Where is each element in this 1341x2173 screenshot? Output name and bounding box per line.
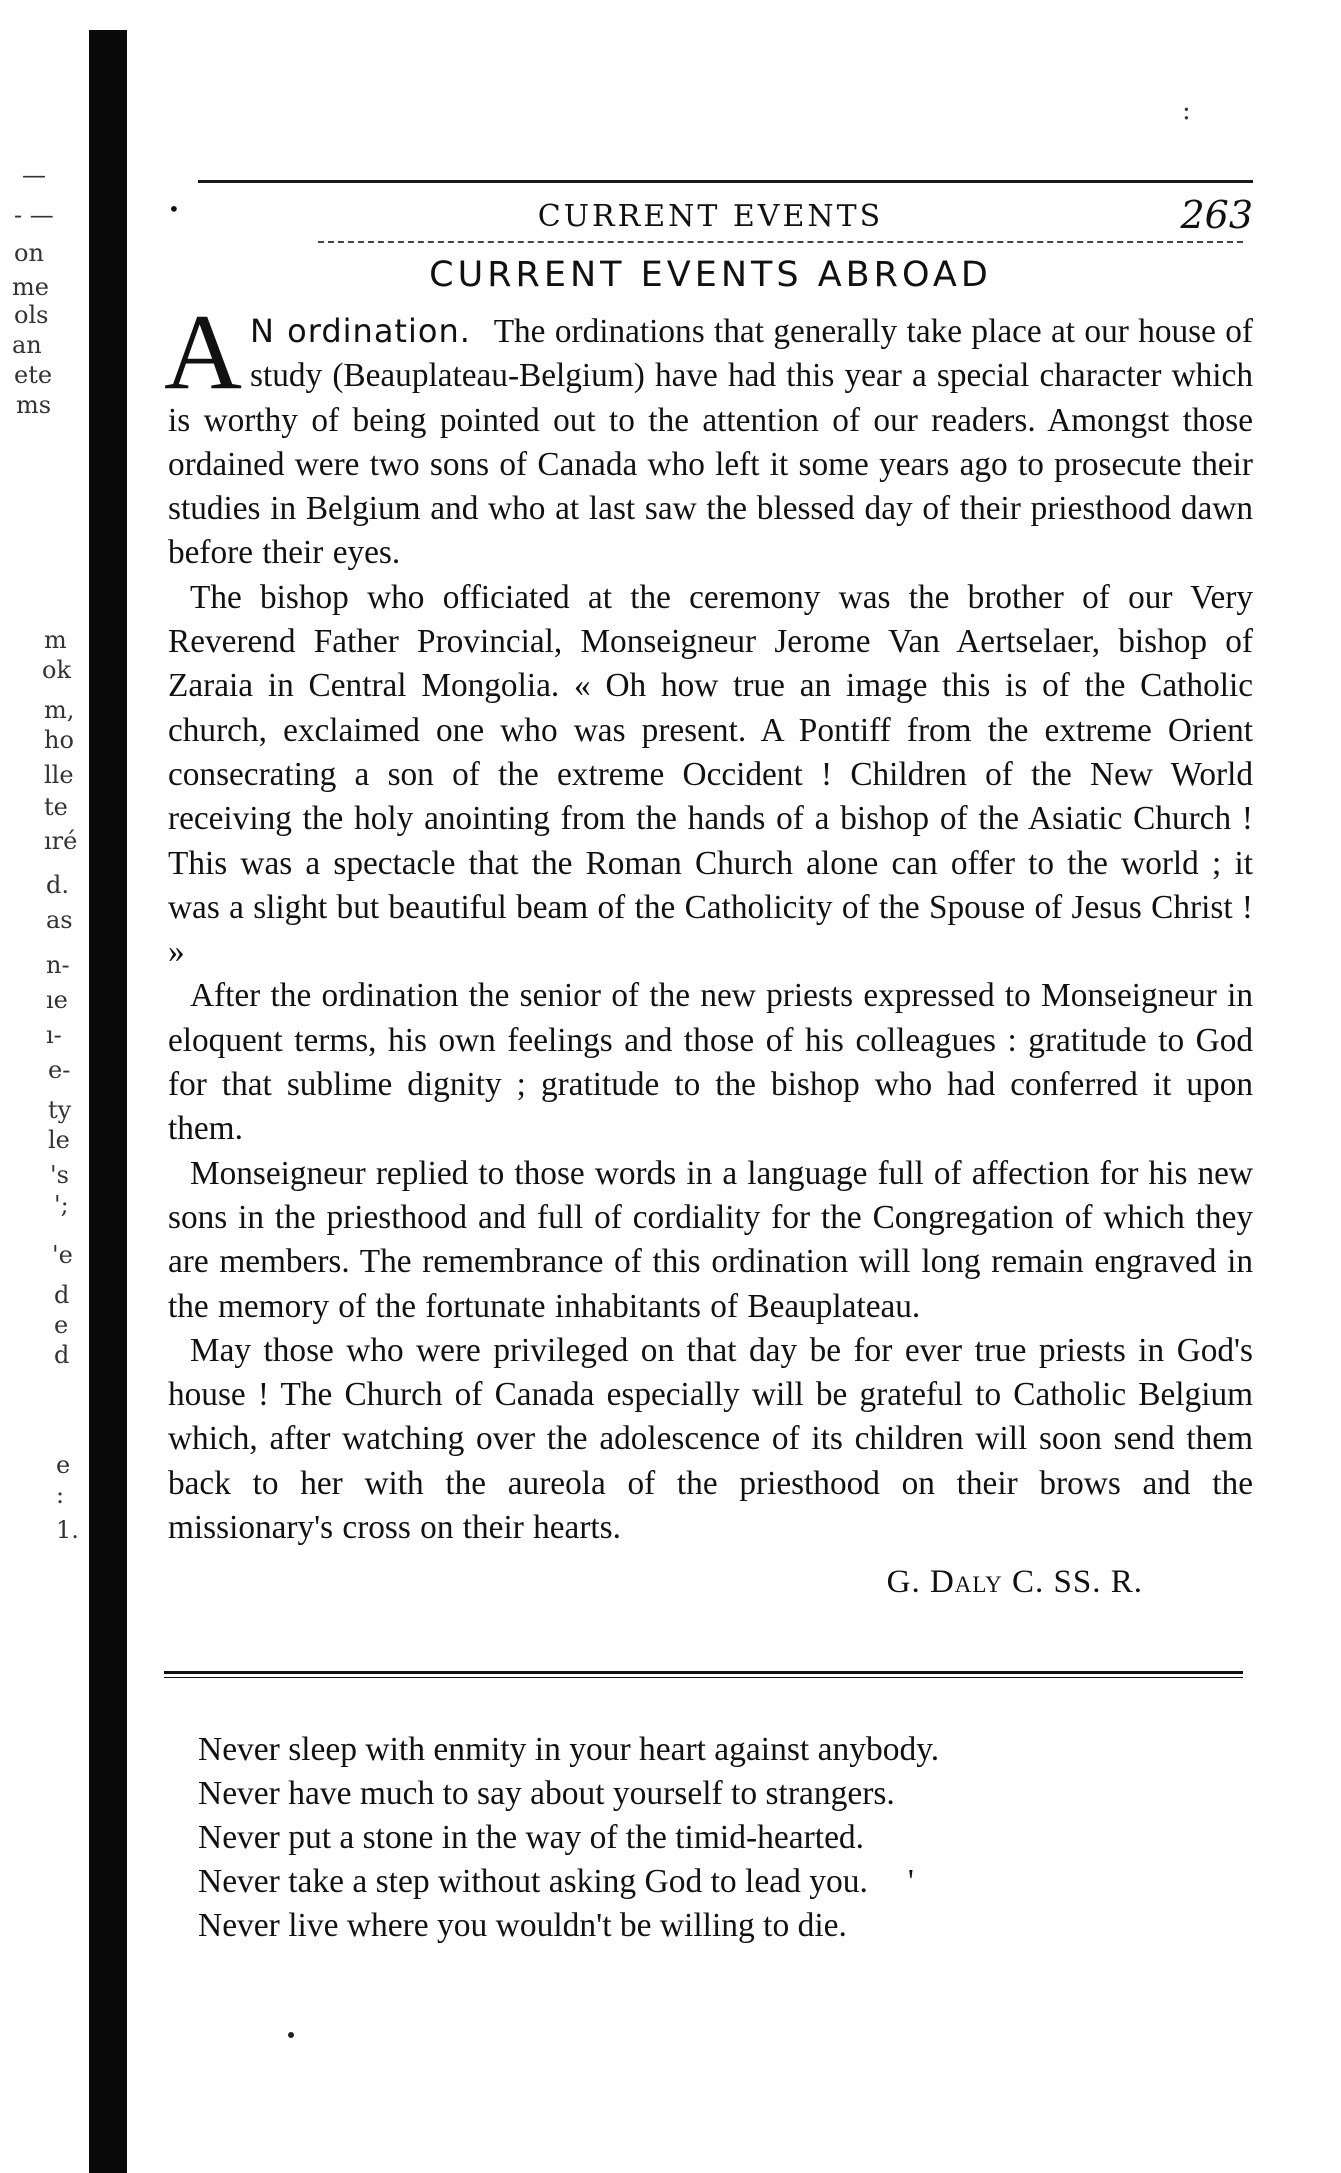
- maxim-line: [198, 1860, 1253, 1904]
- page-number: 263: [1180, 193, 1253, 237]
- margin-fragment: an: [12, 331, 42, 359]
- binding-shadow: [89, 30, 127, 2173]
- page-content: [164, 180, 1253, 1948]
- maxims-list: [198, 1728, 1253, 1948]
- margin-fragment: 's: [50, 1161, 69, 1189]
- margin-fragment: e-: [48, 1056, 71, 1084]
- margin-fragment: ';: [54, 1191, 69, 1219]
- paragraph: Monseigneur replied to those words in a language full of affection for his new sons in the priesthood and full of cordiality for the Congregation of which they are members. The remembrance of this ordination will long remain engraved in the memory of the fortunate inhabitants of Beauplateau.: [168, 1154, 1253, 1325]
- margin-fragment: me: [12, 273, 49, 301]
- paragraph: May those who were privileged on that day be for ever true priests in God's house ! The Church of Canada especially will be grateful to Catholic Belgium which, after watching over the adolescence of its children will soon send them back to her with the aureola of the priesthood on their brows and the missionary's cross on their hearts.: [168, 1331, 1253, 1547]
- margin-fragment: e: [54, 1311, 69, 1339]
- margin-fragment: - —: [14, 201, 54, 229]
- margin-fragment: ms: [16, 391, 52, 419]
- margin-fragment: d: [54, 1281, 70, 1309]
- paragraph: The bishop who officiated at the ceremony was the brother of our Very Reverend Father Provincial, Monseigneur Jerome Van Aertselaer, bishop of Zaraia in Central Mongolia. « Oh how true an image this is of the Catholic church, exclaimed one who was present. A Pontiff from the extreme Orient consecrating a son of the extreme Occident ! Children of the New World receiving the holy anointing from the hands of a bishop of the Asiatic Church ! This was a spectacle that the Roman Church alone can offer to the world ; it was a slight but beautiful beam of the Catholicity of the Spouse of Jesus Christ ! »: [168, 578, 1253, 971]
- article-title: CURRENT EVENTS ABROAD: [429, 255, 992, 295]
- margin-fragment: n-: [46, 951, 70, 979]
- maxim-text: Never take a step without asking God to lead you.: [198, 1863, 868, 1901]
- margin-fragment: on: [14, 239, 44, 267]
- margin-fragment: e: [56, 1451, 71, 1479]
- margin-fragment: as: [46, 906, 73, 934]
- stray-mark: :: [1182, 96, 1191, 126]
- running-title: CURRENT EVENTS: [537, 199, 884, 234]
- margin-fragment: le: [48, 1126, 70, 1154]
- paragraph: After the ordination the senior of the new priests expressed to Monseigneur in eloquent terms, his own feelings and those of his colleagues : gratitude to God for that sublime dignity ; gratitude to the bishop who had conferred it upon them.: [168, 977, 1253, 1148]
- margin-fragment: ok: [42, 656, 71, 684]
- margin-fragment: ols: [14, 301, 49, 329]
- margin-fragment: lle: [44, 761, 74, 789]
- author-signature: G. Daly C. SS. R.: [886, 1564, 1143, 1601]
- margin-fragment: 'e: [52, 1241, 73, 1269]
- paragraph-text: The ordinations that generally take place at our house of study (Beauplateau-Belgium) have had this year a special character which is worthy of being pointed out to the attention of our readers. Amongst those ordained were two sons of Canada who left it some years ago to prosecute their studies in Belgium and who at last saw the blessed day of their priesthood dawn before their eyes.: [168, 313, 1253, 572]
- margin-fragment: d: [54, 1341, 70, 1369]
- margin-fragment: —: [22, 161, 46, 189]
- margin-fragment: ıe: [46, 986, 68, 1014]
- header-rule: [198, 180, 1253, 183]
- margin-fragment: m,: [44, 696, 75, 724]
- stray-mark: ': [907, 1863, 914, 1901]
- margin-fragment: ete: [14, 361, 53, 389]
- margin-fragment: ıré: [44, 827, 78, 855]
- margin-fragment: ı-: [46, 1021, 62, 1049]
- article-body: [164, 293, 1253, 1550]
- margin-fragment: ty: [48, 1096, 72, 1124]
- run-in-heading: N ordination.: [250, 312, 471, 350]
- margin-fragment: 1.: [56, 1516, 79, 1544]
- maxim-line: Never put a stone in the way of the timid-hearted.: [198, 1819, 865, 1857]
- margin-fragment: d.: [46, 871, 69, 899]
- margin-fragment: m: [44, 626, 67, 654]
- running-header: [168, 189, 1253, 241]
- margin-fragment: :: [56, 1481, 65, 1509]
- margin-fragment: ho: [44, 726, 74, 754]
- header-bullet: •: [168, 197, 180, 221]
- drop-cap: A: [164, 293, 242, 412]
- section-divider: [164, 1671, 1243, 1678]
- maxim-line: Never live where you wouldn't be willing to die.: [198, 1907, 847, 1945]
- maxim-line: Never sleep with enmity in your heart against anybody.: [198, 1731, 940, 1769]
- maxim-line: Never have much to say about yourself to strangers.: [198, 1775, 895, 1813]
- margin-fragment: te: [44, 793, 68, 821]
- paragraph: [164, 293, 1253, 576]
- header-dashed-rule: [318, 241, 1243, 243]
- stray-dot: [288, 2032, 294, 2038]
